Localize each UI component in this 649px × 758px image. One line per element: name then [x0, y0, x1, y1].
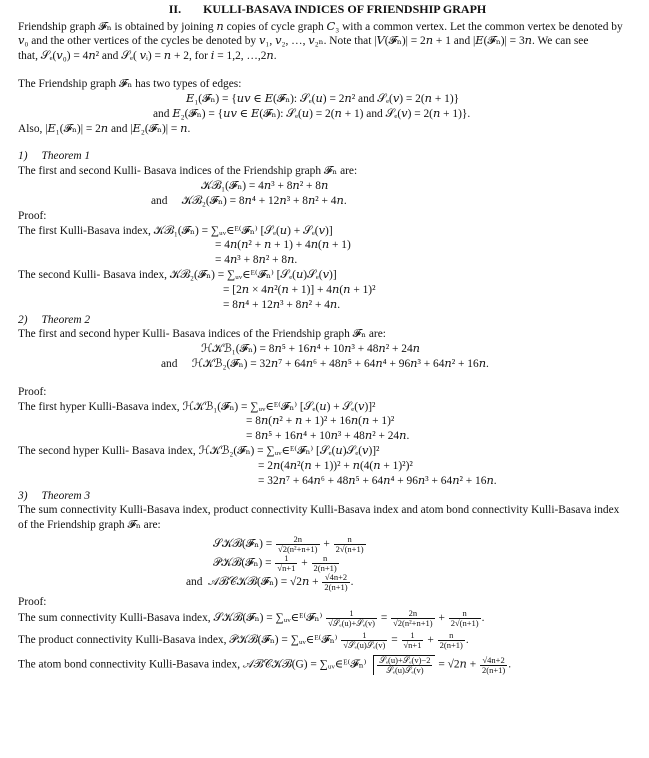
theorem-3	[18, 489, 637, 675]
pkb-lhs: 𝒫𝒦ℬ(𝓕ₙ) =	[213, 556, 272, 569]
theorem-3-proof-1-f0-num: 1	[326, 609, 377, 619]
theorem-3-proof-2-end: .	[465, 634, 469, 647]
theorem-3-proof-1-f0	[326, 609, 377, 628]
theorem-3-proof-1-f1-num: 2n	[391, 609, 434, 619]
theorem-3-title: Theorem 3	[41, 489, 91, 502]
skb-fraction-2-num: n	[334, 535, 366, 545]
edge-set-e1: 𝐸₁(𝓕ₙ) = {𝑢𝑣 ∈ 𝐸(𝓕ₙ): 𝒮ₑ(𝑢) = 2𝑛² and 𝒮ₑ(𝑣) = 2(𝑛 + 1)}	[186, 92, 460, 105]
theorem-3-proof-2-eq: =	[391, 634, 398, 647]
edge-types	[18, 77, 637, 136]
theorem-1-eq1: 𝒦ℬ₁(𝓕ₙ) = 4𝑛³ + 8𝑛² + 8𝑛	[201, 180, 329, 193]
theorem-1-statement: The first and second Kulli- Basava indices of the Friendship graph 𝓕ₙ are:	[18, 165, 358, 178]
edge-set-cardinality: Also, |𝐸₁(𝓕ₙ)| = 2𝑛 and |𝐸₂(𝓕ₙ)| = 𝑛.	[18, 122, 191, 135]
theorem-3-statement-2: of the Friendship graph 𝓕ₙ are:	[18, 519, 161, 532]
theorem-1-proof-label: Proof:	[18, 209, 47, 222]
theorem-2-proof-2-line-3: = 32𝑛⁷ + 64𝑛⁶ + 48𝑛⁵ + 64𝑛⁴ + 96𝑛³ + 64𝑛² + 16𝑛.	[258, 474, 497, 487]
theorem-2-title: Theorem 2	[41, 313, 91, 326]
theorem-2-eq2-prefix: and	[161, 357, 178, 370]
theorem-2-proof-1-line-3: = 8𝑛⁵ + 16𝑛⁴ + 10𝑛³ + 48𝑛² + 24𝑛.	[246, 430, 410, 443]
theorem-3-proof-1-f2-num: n	[449, 609, 481, 619]
theorem-3-proof-2-f1-num: 1	[402, 631, 424, 641]
theorem-2-eq2-line	[18, 357, 637, 372]
intro-line-3: that, 𝒮ₑ(𝑣₀) = 4𝑛² and 𝒮ₑ( 𝑣ᵢ) = 𝑛 + 2, for 𝑖 = 1,2, …,2𝑛.	[18, 50, 277, 63]
theorem-3-proof-1-f2	[449, 609, 481, 628]
theorem-1-proof-2-line-3: = 8𝑛⁴ + 12𝑛³ + 8𝑛² + 4𝑛.	[223, 298, 341, 311]
skb-fraction-2	[334, 535, 366, 554]
intro-paragraph	[18, 20, 637, 64]
theorem-1-eq2-line	[18, 194, 637, 209]
abckb-equation	[18, 573, 637, 592]
skb-equation	[18, 535, 637, 554]
abckb-prefix: and	[186, 575, 203, 588]
theorem-3-proof-1-f2-den: 2√(n+1)	[450, 618, 479, 629]
edge-types-intro: The Friendship graph 𝓕ₙ has two types of edges:	[18, 78, 242, 91]
theorem-3-proof-2	[18, 631, 637, 650]
theorem-2-eq1: ℋ𝒦ℬ₁(𝓕ₙ) = 8𝑛⁵ + 16𝑛⁴ + 10𝑛³ + 48𝑛² + 24𝑛	[201, 343, 420, 356]
theorem-3-proof-3-end: .	[508, 658, 512, 671]
theorem-3-proof-2-f0-num: 1	[341, 631, 387, 641]
theorem-2-proof-1-line-2: = 8𝑛(𝑛² + 𝑛 + 1)² + 16𝑛(𝑛 + 1)²	[246, 415, 395, 428]
theorem-3-statement-1: The sum connectivity Kulli-Basava index, product connectivity Kulli-Basava index and atom bond connectivity Kulli-Basava index	[18, 504, 620, 517]
section-heading	[18, 2, 637, 18]
theorem-3-proof-2-f2-den: 2(n+1)	[439, 640, 463, 651]
theorem-2-proof-1-line-1: The first hyper Kulli-Basava index, ℋ𝒦ℬ₁(𝓕ₙ) = ∑ᵤᵥ∈ᴱ⁽𝓕ₙ⁾ [𝒮ₑ(𝑢) + 𝒮ₑ(𝑣)]²	[18, 400, 376, 413]
theorem-3-proof-3-sqrt	[373, 655, 435, 675]
theorem-2-proof-label: Proof:	[18, 385, 47, 398]
pkb-fraction-1-num: 1	[275, 554, 297, 564]
section-title: KULLI-BASAVA INDICES OF FRIENDSHIP GRAPH	[203, 2, 487, 16]
theorem-1-proof-1-line-1: The first Kulli-Basava index, 𝒦ℬ₁(𝓕ₙ) = ∑ᵤᵥ∈ᴱ⁽𝓕ₙ⁾ [𝒮ₑ(𝑢) + 𝒮ₑ(𝑣)]	[18, 224, 333, 237]
theorem-2-proof-2-line-1: The second hyper Kulli- Basava index, ℋ𝒦ℬ₂(𝓕ₙ) = ∑ᵤᵥ∈ᴱ⁽𝓕ₙ⁾ [𝒮ₑ(𝑢)𝒮ₑ(𝑣)]²	[18, 445, 380, 458]
pkb-fraction-2-num: n	[312, 554, 339, 564]
pkb-fraction-2	[312, 554, 339, 573]
theorem-1-proof-2-line-1: The second Kulli- Basava index, 𝒦ℬ₂(𝓕ₙ) = ∑ᵤᵥ∈ᴱ⁽𝓕ₙ⁾ [𝒮ₑ(𝑢)𝒮ₑ(𝑣)]	[18, 269, 337, 282]
theorem-2-eq2: ℋ𝒦ℬ₂(𝓕ₙ) = 32𝑛⁷ + 64𝑛⁶ + 48𝑛⁵ + 64𝑛⁴ + 96𝑛³ + 64𝑛² + 16𝑛.	[191, 357, 489, 370]
theorem-3-proof-2-text: The product connectivity Kulli-Basava index, 𝒫𝒦ℬ(𝓕ₙ) = ∑ᵤᵥ∈ᴱ⁽𝓕ₙ⁾	[18, 634, 338, 647]
theorem-3-proof-1-f0-den: √𝒮ₑ(u)+𝒮ₑ(v)	[328, 618, 375, 629]
edge-set-e2-line	[18, 107, 637, 122]
theorem-3-proof-2-plus: +	[427, 634, 434, 647]
theorem-3-proof-3-f0-num: 𝒮ₑ(u)+𝒮ₑ(v)−2	[379, 655, 431, 666]
theorem-2-heading	[18, 313, 637, 328]
edge-set-e2: 𝐸₂(𝓕ₙ) = {𝑢𝑣 ∈ 𝐸(𝓕ₙ): 𝒮ₑ(𝑢) = 2(𝑛 + 1) and 𝒮ₑ(𝑣) = 2(𝑛 + 1)}.	[172, 107, 471, 120]
theorem-3-proof-1-f1-den: √2(n²+n+1)	[393, 618, 433, 629]
pkb-equation	[18, 554, 637, 573]
theorem-3-proof-2-f1-den: √n+1	[403, 640, 422, 651]
theorem-3-proof-1-eq: =	[380, 612, 388, 625]
pkb-fraction-1-den: √n+1	[277, 562, 296, 573]
skb-fraction-2-den: 2√(n+1)	[335, 544, 364, 555]
abckb-fraction-den: 2(n+1)	[324, 581, 348, 592]
abckb-lhs: 𝒜ℬ𝒞𝒦ℬ(𝓕ₙ) = √2𝑛 +	[208, 575, 319, 588]
theorem-3-proof-3-f0	[377, 656, 432, 675]
section-number: II.	[168, 2, 182, 16]
pkb-fraction-1	[275, 554, 297, 573]
pkb-fraction-2-den: 2(n+1)	[313, 562, 337, 573]
theorem-3-proof-2-f2-num: n	[438, 631, 465, 641]
skb-plus: +	[323, 538, 330, 551]
theorem-3-proof-3-f1-den: 2(n+1)	[482, 664, 506, 675]
skb-fraction-1-den: √2(n²+n+1)	[278, 544, 318, 555]
theorem-3-proof-1-f1	[391, 609, 434, 628]
theorem-1-proof-2-line-2: = [2𝑛 × 4𝑛²(𝑛 + 1)] + 4𝑛(𝑛 + 1)²	[223, 283, 376, 296]
theorem-2	[18, 313, 637, 489]
theorem-3-proof-3-f0-den: 𝒮ₑ(u)𝒮ₑ(v)	[386, 665, 424, 676]
pkb-plus: +	[301, 556, 308, 569]
theorem-3-number: 3)	[18, 489, 28, 502]
theorem-3-proof-3-f1-num: √4n+2	[480, 656, 507, 666]
theorem-2-number: 2)	[18, 313, 28, 326]
theorem-1-heading	[18, 149, 637, 164]
theorem-3-proof-1	[18, 609, 637, 628]
theorem-2-proof-2-line-2: = 2𝑛(4𝑛²(𝑛 + 1))² + 𝑛(4(𝑛 + 1)²)²	[258, 459, 413, 472]
abckb-fraction-num: √4n+2	[322, 573, 349, 583]
theorem-3-proof-2-f0	[341, 631, 387, 650]
theorem-3-heading	[18, 489, 637, 504]
theorem-1	[18, 149, 637, 312]
skb-lhs: 𝒮𝒦ℬ(𝓕ₙ) =	[213, 538, 273, 551]
theorem-3-proof-3	[18, 655, 637, 675]
theorem-3-proof-3-f1	[480, 656, 507, 675]
theorem-1-number: 1)	[18, 150, 28, 163]
theorem-1-eq2-prefix: and	[151, 194, 168, 207]
theorem-3-proof-2-f0-den: √𝒮ₑ(u)𝒮ₑ(v)	[343, 640, 386, 651]
theorem-1-title: Theorem 1	[41, 150, 91, 163]
intro-line-1: Friendship graph 𝓕ₙ is obtained by joining 𝑛 copies of cycle graph 𝐶₃ with a common vertex. Let the common vertex be denoted by	[18, 20, 623, 33]
skb-fraction-1	[276, 535, 319, 554]
intro-line-2: 𝑣₀ and the other vertices of the cycles be denoted by 𝑣₁, 𝑣₂, …, 𝑣₂ₙ. Note that |𝑉(𝓕ₙ)| = 2𝑛 + 1 and |𝐸(𝓕ₙ)| = 3𝑛. We can see	[18, 35, 589, 48]
theorem-1-proof-1-line-3: = 4𝑛³ + 8𝑛² + 8𝑛.	[215, 254, 298, 267]
theorem-3-proof-1-text: The sum connectivity Kulli-Basava index, 𝒮𝒦ℬ(𝓕ₙ) = ∑ᵤᵥ∈ᴱ⁽𝓕ₙ⁾	[18, 612, 323, 625]
theorem-3-proof-1-plus: +	[438, 612, 445, 625]
theorem-1-eq2: 𝒦ℬ₂(𝓕ₙ) = 8𝑛⁴ + 12𝑛³ + 8𝑛² + 4𝑛.	[181, 194, 347, 207]
theorem-2-statement: The first and second hyper Kulli- Basava indices of the Friendship graph 𝓕ₙ are:	[18, 328, 386, 341]
theorem-3-proof-1-end: .	[481, 612, 485, 625]
edge-set-e2-prefix: and	[153, 107, 170, 120]
abckb-end: .	[350, 575, 354, 588]
theorem-1-proof-1-line-2: = 4𝑛(𝑛² + 𝑛 + 1) + 4𝑛(𝑛 + 1)	[215, 239, 351, 252]
theorem-3-proof-2-f1	[402, 631, 424, 650]
skb-fraction-1-num: 2n	[276, 535, 319, 545]
theorem-3-proof-3-eq: = √2𝑛 +	[438, 658, 477, 671]
theorem-3-proof-3-text: The atom bond connectivity Kulli-Basava index, 𝒜ℬ𝒞𝒦ℬ(G) = ∑ᵤᵥ∈ᴱ⁽𝓕ₙ⁾	[18, 658, 367, 671]
theorem-3-proof-2-f2	[438, 631, 465, 650]
theorem-3-proof-label: Proof:	[18, 595, 47, 608]
abckb-fraction	[322, 573, 349, 592]
